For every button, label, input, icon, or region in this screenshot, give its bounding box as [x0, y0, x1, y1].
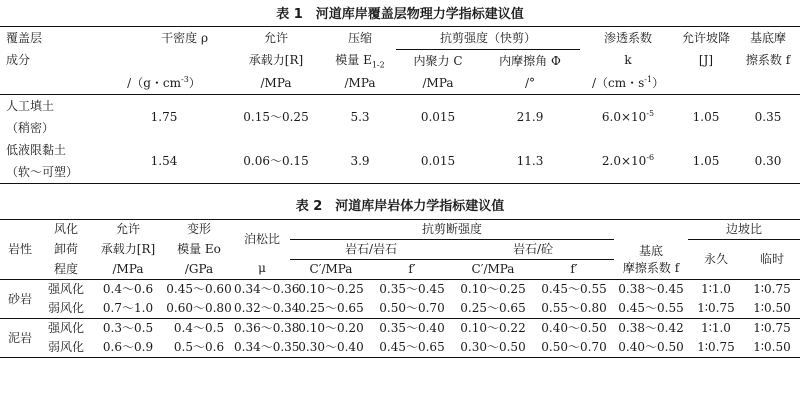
header-density: 干密度 ρ [100, 27, 228, 50]
table1-cover-layer-properties [0, 26, 800, 184]
header-f1: f′ [372, 260, 452, 280]
cell-weathering: 强风化 [47, 282, 84, 296]
cell-permeability: $6.0\times 10^{-5}$ [601, 108, 655, 124]
cell-weathering: 弱风化 [40, 338, 92, 358]
table2-rock-mechanics [0, 219, 800, 358]
table-row [0, 299, 800, 319]
rock-name: 砂岩 [0, 280, 40, 319]
cell-f1: 0.35～0.45 [379, 282, 445, 296]
header-weather1: 风化 [40, 220, 92, 240]
cell-poisson: 0.36～0.38 [234, 321, 300, 335]
cell-f1: 0.35～0.40 [379, 321, 445, 335]
cell-bearing: 0.4～0.6 [102, 282, 154, 296]
cell-modulus: 0.45～0.60 [166, 282, 232, 296]
cell-f2: 0.40～0.50 [541, 321, 607, 335]
cell-weathering: 强风化 [47, 321, 84, 335]
header-base: 基底 [614, 220, 688, 260]
cell-c1: 0.10～0.25 [298, 282, 364, 296]
cell-f2: 0.50～0.70 [534, 338, 614, 358]
cell-permanent: 1∶1.0 [701, 321, 731, 335]
cell-bearing: 0.15～0.25 [243, 109, 309, 124]
header-f2: f′ [534, 260, 614, 280]
table1-caption: 表 1 河道库岸覆盖层物理力学指标建议值 [276, 7, 524, 22]
header-density-unit: /（g・$cm^{-3}$） [100, 72, 228, 95]
header-modulus: 模量 Eo [177, 242, 221, 256]
row-name: 人工填土 [6, 98, 55, 113]
cell-f1: 0.45～0.65 [372, 338, 452, 358]
cell-bearing: 0.06～0.15 [228, 139, 324, 184]
header-rock-concrete: 岩石/砼 [452, 240, 614, 260]
cell-cohesion: 0.015 [420, 109, 456, 124]
header-shear-strength: 抗剪断强度 [290, 220, 614, 240]
header-slope-j: [J] [698, 53, 714, 68]
header-mu: μ [234, 260, 290, 280]
row-name-sub: （稍密） [6, 120, 55, 135]
cell-density: 1.75 [150, 109, 178, 124]
cell-c1: 0.30～0.40 [290, 338, 372, 358]
cell-permeability: $2.0\times 10^{-6}$ [580, 139, 676, 184]
cell-slope: 1.05 [676, 139, 736, 184]
header-modulus: 模量 $E_{1-2}$ [335, 53, 385, 70]
table2-caption: 表 2 河道库岸岩体力学指标建议值 [295, 199, 505, 214]
cell-c2: 0.10～0.22 [460, 321, 526, 335]
header-c1: C′/MPa [290, 260, 372, 280]
cell-permanent: 1∶0.75 [688, 299, 744, 319]
cell-base: 0.38～0.42 [618, 321, 684, 335]
header-permeability: 渗透系数 [580, 27, 676, 50]
header-bearing-unit: /MPa [228, 72, 324, 95]
header-rock: 岩性 [0, 220, 40, 280]
header-friction: 内摩擦角 Φ [499, 53, 561, 68]
header-base-friction-2: 擦系数 f [745, 53, 791, 68]
cell-bearing: 0.6～0.9 [92, 338, 164, 358]
header-friction-unit: /° [480, 72, 580, 95]
row-name: 低液限黏土 [6, 142, 67, 157]
cell-modulus: 3.9 [324, 139, 396, 184]
header-perm-unit: /（cm・$s^{-1}$） [580, 72, 676, 95]
header-poisson: 泊松比 [234, 220, 290, 260]
table2-header-row1 [0, 220, 800, 240]
cell-f1: 0.50～0.70 [372, 299, 452, 319]
header-allow-slope: 允许坡降 [676, 27, 736, 50]
cell-c2: 0.30～0.50 [452, 338, 534, 358]
cell-permanent: 1∶1.0 [701, 282, 731, 296]
cell-temporary: 1∶0.50 [744, 338, 800, 358]
header-bearing: 承载力[R] [100, 242, 156, 256]
cell-base-friction: 0.35 [754, 109, 782, 124]
header-allow: 允许 [228, 27, 324, 50]
cell-poisson: 0.32～0.34 [234, 299, 290, 319]
header-weather3: 程度 [40, 260, 92, 280]
header-deform: 变形 [164, 220, 234, 240]
table-row [0, 338, 800, 358]
cell-modulus: 0.4～0.5 [173, 321, 225, 335]
cell-base: 0.45～0.55 [614, 299, 688, 319]
table-row [0, 139, 800, 161]
cell-temporary: 1∶0.75 [753, 321, 791, 335]
cell-c1: 0.10～0.20 [298, 321, 364, 335]
cell-f2: 0.45～0.55 [541, 282, 607, 296]
table-row [0, 280, 800, 300]
cell-c1: 0.25～0.65 [290, 299, 372, 319]
header-slope-ratio: 边坡比 [688, 220, 800, 240]
cell-temporary: 1∶0.50 [744, 299, 800, 319]
header-cohesion-unit: /MPa [396, 72, 480, 95]
header-mpa: /MPa [92, 260, 164, 280]
table-row [0, 319, 800, 339]
header-rock-rock: 岩石/岩石 [290, 240, 452, 260]
table1-header-row2 [0, 50, 800, 73]
table-row [0, 95, 800, 118]
header-modulus-unit: /MPa [324, 72, 396, 95]
cell-cohesion: 0.015 [396, 139, 480, 184]
header-temporary: 临时 [744, 240, 800, 280]
cell-bearing: 0.7～1.0 [92, 299, 164, 319]
header-base2: 摩擦系数 f [614, 260, 688, 280]
header-bearing: 承载力[R] [248, 53, 304, 68]
header-perm-k: k [624, 53, 632, 68]
header-gpa: /GPa [164, 260, 234, 280]
cell-f2: 0.55～0.80 [534, 299, 614, 319]
table1-header-row3 [0, 72, 800, 95]
cell-base: 0.38～0.45 [618, 282, 684, 296]
header-allow: 允许 [92, 220, 164, 240]
cell-c2: 0.10～0.25 [460, 282, 526, 296]
cell-base-friction: 0.30 [736, 139, 800, 184]
header-c2: C′/MPa [452, 260, 534, 280]
header-cohesion: 内聚力 C [413, 53, 463, 68]
cell-friction: 11.3 [480, 139, 580, 184]
header-base-friction: 基底摩 [736, 27, 800, 50]
cell-bearing: 0.3～0.5 [102, 321, 154, 335]
cell-modulus: 0.60～0.80 [164, 299, 234, 319]
cell-permanent: 1∶0.75 [688, 338, 744, 358]
header-permanent: 永久 [688, 240, 744, 280]
table1-header-row1 [0, 27, 800, 50]
cell-base: 0.40～0.50 [614, 338, 688, 358]
header-composition: 成分 [6, 53, 31, 68]
cell-slope: 1.05 [692, 109, 720, 124]
header-shear-strength: 抗剪强度（快剪） [396, 27, 580, 50]
cell-modulus: 5.3 [350, 109, 370, 124]
header-weather2: 卸荷 [53, 242, 78, 256]
cell-weathering: 弱风化 [40, 299, 92, 319]
row-name-sub: （软～可塑） [0, 161, 100, 184]
header-compress: 压缩 [324, 27, 396, 50]
cell-friction: 21.9 [516, 109, 544, 124]
header-cover-layer: 覆盖层 [0, 27, 100, 50]
cell-temporary: 1∶0.75 [753, 282, 791, 296]
rock-name: 泥岩 [0, 319, 40, 358]
cell-poisson: 0.34～0.36 [234, 282, 300, 296]
cell-modulus: 0.5～0.6 [164, 338, 234, 358]
cell-poisson: 0.34～0.35 [234, 338, 290, 358]
cell-c2: 0.25～0.65 [452, 299, 534, 319]
cell-density: 1.54 [100, 139, 228, 184]
